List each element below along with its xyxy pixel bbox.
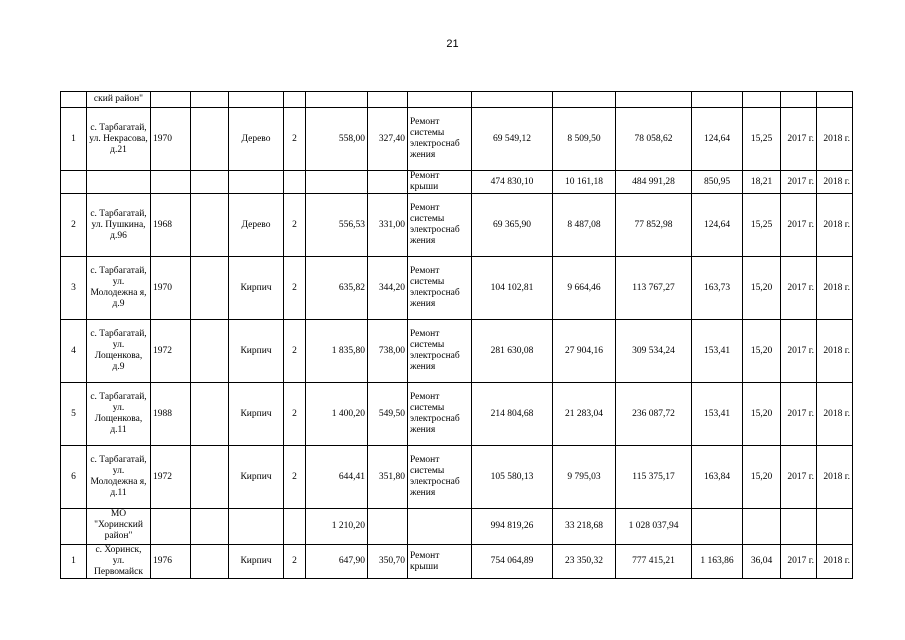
limit-value: 15,20 bbox=[743, 257, 781, 320]
year-from: 2017 г. bbox=[781, 446, 817, 509]
row-number: 1 bbox=[61, 108, 87, 171]
area-total: 647,90 bbox=[306, 545, 368, 579]
page-number: 21 bbox=[446, 38, 459, 50]
table-cell bbox=[191, 257, 229, 320]
table-cell bbox=[191, 92, 229, 108]
district-cost-extra: 33 218,68 bbox=[553, 509, 616, 545]
table-row bbox=[61, 545, 853, 579]
program-table bbox=[60, 91, 853, 579]
work-type: Ремонт системы электроснаб жения bbox=[408, 446, 472, 509]
table-cell bbox=[472, 92, 553, 108]
wall-material: Кирпич bbox=[229, 446, 284, 509]
address: с. Хоринск, ул. Первомайск bbox=[87, 545, 151, 579]
table-cell bbox=[692, 92, 743, 108]
table-cell bbox=[229, 509, 284, 545]
year-to: 2018 г. bbox=[817, 545, 853, 579]
table-cell bbox=[284, 509, 306, 545]
table-row bbox=[61, 446, 853, 509]
area-total bbox=[306, 171, 368, 194]
year-from: 2017 г. bbox=[781, 545, 817, 579]
row-number: 2 bbox=[61, 194, 87, 257]
address: с. Тарбагатай, ул. Лощенкова, д.11 bbox=[87, 383, 151, 446]
address: с. Тарбагатай, ул. Некрасова, д.21 bbox=[87, 108, 151, 171]
build-year: 1970 bbox=[151, 257, 191, 320]
table-row bbox=[61, 257, 853, 320]
table-cell bbox=[191, 171, 229, 194]
row-number: 3 bbox=[61, 257, 87, 320]
table-cell bbox=[306, 92, 368, 108]
district-name: МО "Хоринский район" bbox=[87, 509, 151, 545]
build-year bbox=[151, 171, 191, 194]
table-cell bbox=[191, 509, 229, 545]
cost-total: 77 852,98 bbox=[616, 194, 692, 257]
cost-extra: 9 664,46 bbox=[553, 257, 616, 320]
floors: 2 bbox=[284, 257, 306, 320]
area-living: 327,40 bbox=[368, 108, 408, 171]
unit-cost: 850,95 bbox=[692, 171, 743, 194]
address: с. Тарбагатай, ул. Пушкина, д.96 bbox=[87, 194, 151, 257]
cost-total: 113 767,27 bbox=[616, 257, 692, 320]
build-year: 1968 bbox=[151, 194, 191, 257]
unit-cost: 153,41 bbox=[692, 320, 743, 383]
year-from: 2017 г. bbox=[781, 171, 817, 194]
build-year: 1972 bbox=[151, 446, 191, 509]
limit-value: 18,21 bbox=[743, 171, 781, 194]
unit-cost: 1 163,86 bbox=[692, 545, 743, 579]
cost-main: 754 064,89 bbox=[472, 545, 553, 579]
table-cell bbox=[191, 545, 229, 579]
limit-value: 15,20 bbox=[743, 446, 781, 509]
area-living: 549,50 bbox=[368, 383, 408, 446]
cost-total: 309 534,24 bbox=[616, 320, 692, 383]
limit-value: 15,20 bbox=[743, 320, 781, 383]
work-type: Ремонт системы электроснаб жения bbox=[408, 383, 472, 446]
year-to: 2018 г. bbox=[817, 446, 853, 509]
table-cell bbox=[61, 509, 87, 545]
table-cell bbox=[191, 446, 229, 509]
district-total-row bbox=[61, 509, 853, 545]
cost-main: 104 102,81 bbox=[472, 257, 553, 320]
floors: 2 bbox=[284, 446, 306, 509]
table-cell bbox=[408, 92, 472, 108]
floors: 2 bbox=[284, 320, 306, 383]
area-total: 556,53 bbox=[306, 194, 368, 257]
table-cell bbox=[743, 509, 781, 545]
table-cell bbox=[692, 509, 743, 545]
cost-total: 777 415,21 bbox=[616, 545, 692, 579]
area-living: 331,00 bbox=[368, 194, 408, 257]
floors: 2 bbox=[284, 108, 306, 171]
cost-extra: 27 904,16 bbox=[553, 320, 616, 383]
cost-main: 214 804,68 bbox=[472, 383, 553, 446]
cost-main: 281 630,08 bbox=[472, 320, 553, 383]
table-cell bbox=[743, 92, 781, 108]
address bbox=[87, 171, 151, 194]
address: с. Тарбагатай, ул. Молодежна я, д.9 bbox=[87, 257, 151, 320]
area-living: 350,70 bbox=[368, 545, 408, 579]
row-number: 1 bbox=[61, 545, 87, 579]
cost-extra: 8 487,08 bbox=[553, 194, 616, 257]
table-row bbox=[61, 108, 853, 171]
table-cell bbox=[151, 509, 191, 545]
row-number: 4 bbox=[61, 320, 87, 383]
area-living: 738,00 bbox=[368, 320, 408, 383]
work-type: Ремонт крыши bbox=[408, 545, 472, 579]
table-row bbox=[61, 320, 853, 383]
limit-value: 36,04 bbox=[743, 545, 781, 579]
wall-material: Кирпич bbox=[229, 545, 284, 579]
table-cell bbox=[284, 92, 306, 108]
limit-value: 15,25 bbox=[743, 108, 781, 171]
district-area-total: 1 210,20 bbox=[306, 509, 368, 545]
year-to: 2018 г. bbox=[817, 257, 853, 320]
table-cell bbox=[817, 92, 853, 108]
table-cell bbox=[191, 383, 229, 446]
year-from: 2017 г. bbox=[781, 257, 817, 320]
wall-material bbox=[229, 171, 284, 194]
year-from: 2017 г. bbox=[781, 108, 817, 171]
build-year: 1972 bbox=[151, 320, 191, 383]
area-total: 635,82 bbox=[306, 257, 368, 320]
cost-main: 474 830,10 bbox=[472, 171, 553, 194]
work-type: Ремонт системы электроснаб жения bbox=[408, 257, 472, 320]
table-cell bbox=[191, 194, 229, 257]
table-cell bbox=[368, 92, 408, 108]
table-cell bbox=[781, 509, 817, 545]
cost-main: 105 580,13 bbox=[472, 446, 553, 509]
address: с. Тарбагатай, ул. Лощенкова, д.9 bbox=[87, 320, 151, 383]
cost-total: 78 058,62 bbox=[616, 108, 692, 171]
area-total: 1 400,20 bbox=[306, 383, 368, 446]
year-from: 2017 г. bbox=[781, 320, 817, 383]
cost-extra: 9 795,03 bbox=[553, 446, 616, 509]
cost-extra: 8 509,50 bbox=[553, 108, 616, 171]
unit-cost: 163,73 bbox=[692, 257, 743, 320]
area-total: 644,41 bbox=[306, 446, 368, 509]
floors: 2 bbox=[284, 383, 306, 446]
cost-extra: 23 350,32 bbox=[553, 545, 616, 579]
limit-value: 15,20 bbox=[743, 383, 781, 446]
table-cell bbox=[408, 509, 472, 545]
address: с. Тарбагатай, ул. Молодежна я, д.11 bbox=[87, 446, 151, 509]
area-living bbox=[368, 171, 408, 194]
work-type: Ремонт системы электроснаб жения bbox=[408, 194, 472, 257]
district-cost-main: 994 819,26 bbox=[472, 509, 553, 545]
year-from: 2017 г. bbox=[781, 383, 817, 446]
cost-main: 69 365,90 bbox=[472, 194, 553, 257]
wall-material: Кирпич bbox=[229, 320, 284, 383]
year-to: 2018 г. bbox=[817, 171, 853, 194]
district-name-tail: ский район" bbox=[87, 92, 151, 108]
table-cell bbox=[191, 320, 229, 383]
floors: 2 bbox=[284, 194, 306, 257]
unit-cost: 163,84 bbox=[692, 446, 743, 509]
row-number bbox=[61, 171, 87, 194]
wall-material: Дерево bbox=[229, 108, 284, 171]
area-total: 558,00 bbox=[306, 108, 368, 171]
floors: 2 bbox=[284, 545, 306, 579]
cost-extra: 21 283,04 bbox=[553, 383, 616, 446]
table-cell bbox=[817, 509, 853, 545]
row-number: 6 bbox=[61, 446, 87, 509]
cost-extra: 10 161,18 bbox=[553, 171, 616, 194]
wall-material: Кирпич bbox=[229, 257, 284, 320]
cost-total: 115 375,17 bbox=[616, 446, 692, 509]
build-year: 1976 bbox=[151, 545, 191, 579]
year-to: 2018 г. bbox=[817, 383, 853, 446]
table-cell bbox=[553, 92, 616, 108]
table-row bbox=[61, 171, 853, 194]
table-cell bbox=[229, 92, 284, 108]
table-row-continuation bbox=[61, 92, 853, 108]
unit-cost: 124,64 bbox=[692, 108, 743, 171]
district-cost-total: 1 028 037,94 bbox=[616, 509, 692, 545]
table-cell bbox=[616, 92, 692, 108]
area-total: 1 835,80 bbox=[306, 320, 368, 383]
area-living: 344,20 bbox=[368, 257, 408, 320]
cost-total: 236 087,72 bbox=[616, 383, 692, 446]
wall-material: Кирпич bbox=[229, 383, 284, 446]
table-cell bbox=[368, 509, 408, 545]
limit-value: 15,25 bbox=[743, 194, 781, 257]
work-type: Ремонт крыши bbox=[408, 171, 472, 194]
year-to: 2018 г. bbox=[817, 320, 853, 383]
build-year: 1988 bbox=[151, 383, 191, 446]
unit-cost: 153,41 bbox=[692, 383, 743, 446]
cost-main: 69 549,12 bbox=[472, 108, 553, 171]
table-cell bbox=[61, 92, 87, 108]
work-type: Ремонт системы электроснаб жения bbox=[408, 108, 472, 171]
table-cell bbox=[781, 92, 817, 108]
year-to: 2018 г. bbox=[817, 108, 853, 171]
build-year: 1970 bbox=[151, 108, 191, 171]
year-to: 2018 г. bbox=[817, 194, 853, 257]
table-cell bbox=[191, 108, 229, 171]
cost-total: 484 991,28 bbox=[616, 171, 692, 194]
work-type: Ремонт системы электроснаб жения bbox=[408, 320, 472, 383]
table-row bbox=[61, 383, 853, 446]
area-living: 351,80 bbox=[368, 446, 408, 509]
row-number: 5 bbox=[61, 383, 87, 446]
year-from: 2017 г. bbox=[781, 194, 817, 257]
unit-cost: 124,64 bbox=[692, 194, 743, 257]
table-cell bbox=[151, 92, 191, 108]
floors bbox=[284, 171, 306, 194]
wall-material: Дерево bbox=[229, 194, 284, 257]
table-row bbox=[61, 194, 853, 257]
